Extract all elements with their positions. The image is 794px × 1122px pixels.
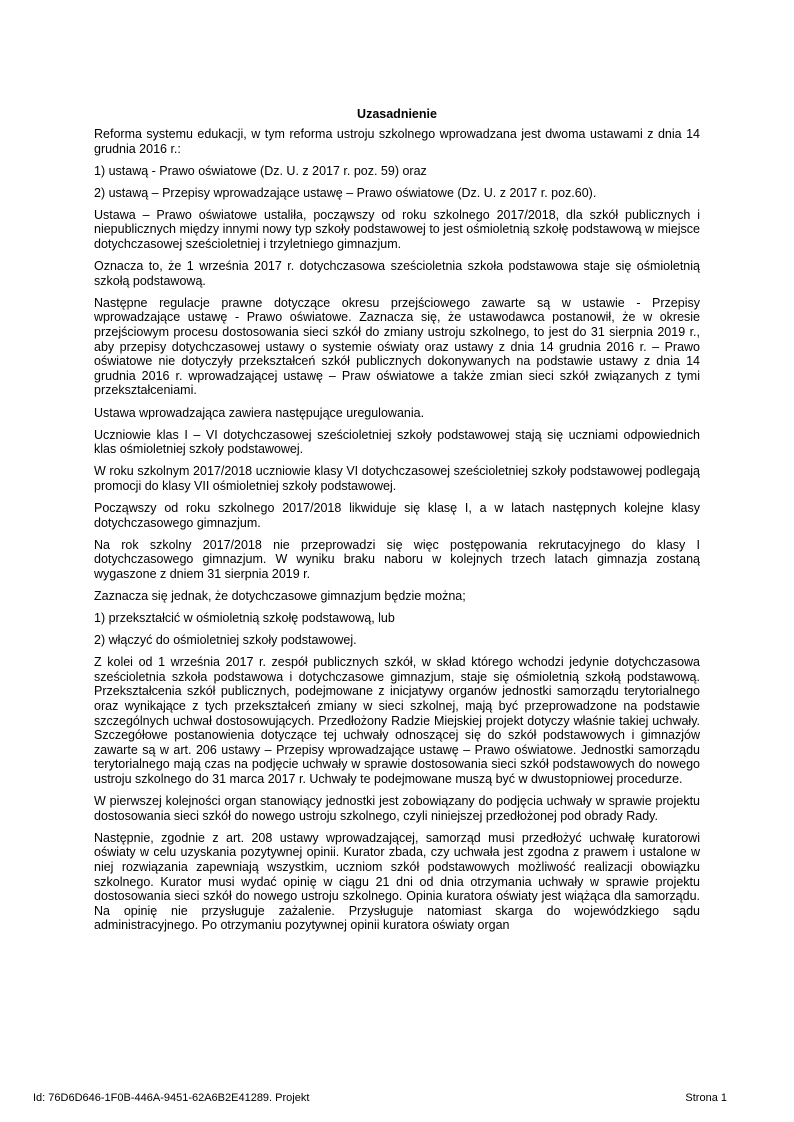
paragraph: 2) włączyć do ośmioletniej szkoły podstawowej. (94, 633, 357, 648)
paragraph: Oznacza to, że 1 września 2017 r. dotychczasowa sześcioletnia szkoła podstawowa staje się ośmioletnią szkołą podstawową. (94, 259, 700, 288)
paragraph: 2) ustawą – Przepisy wprowadzające ustawę – Prawo oświatowe (Dz. U. z 2017 r. poz.60). (94, 185, 597, 200)
paragraph: Z kolei od 1 września 2017 r. zespół publicznych szkół, w skład którego wchodzi jedynie dotychczasowa sześcioletnia szkoła podstawowa i dotychczasowe gimnazjum, staje się ośmioletnią szkołą podstawową. Przekształcenia szkół publicznych, podejmowane z inicjatywy organów jednostki samorządu terytorialnego oraz wynikające z tych przekształceń zmiany w sieci szkolnej, mają być przeprowadzone na podstawie szczególnych uchwał dostosowujących. Przedłożony Radzie Miejskiej projekt dotyczy właśnie takiej uchwały. Szczegółowe postanowienia dotyczące tej uchwały odnoszącej się do szkół podstawowych i gimnazjów zawarte są w art. 206 ustawy – Przepisy wprowadzające ustawę – Prawo oświatowe. Jednostki samorządu terytorialnego mają czas na podjęcie uchwały w sprawie dostosowania sieci szkół podstawowych do nowego ustroju szkolnego do 31 marca 2017 r. Uchwały te podejmowane muszą być w dwustopniowej procedurze. (94, 655, 700, 786)
paragraph: Na rok szkolny 2017/2018 nie przeprowadzi się więc postępowania rekrutacyjnego do klasy I dotychczasowego gimnazjum. W wyniku braku naboru w kolejnych trzech latach gimnazja zostaną wygaszone z dniem 31 sierpnia 2019 r. (94, 537, 700, 581)
paragraph: Zaznacza się jednak, że dotychczasowe gimnazjum będzie można; (94, 588, 466, 603)
paragraph: Reforma systemu edukacji, w tym reforma ustroju szkolnego wprowadzana jest dwoma ustawami z dnia 14 grudnia 2016 r.: (94, 127, 700, 156)
paragraph: 1) przekształcić w ośmioletnią szkołę podstawową, lub (94, 611, 395, 626)
paragraph: Uczniowie klas I – VI dotychczasowej sześcioletniej szkoły podstawowej stają się uczniami odpowiednich klas ośmioletniej szkoły podstawowej. (94, 427, 700, 457)
paragraph: Następne regulacje prawne dotyczące okresu przejściowego zawarte są w ustawie - Przepisy wprowadzające ustawę - Prawo oświatowe. Zaznacza się, że ustawodawca postanowił, że w okresie przejściowym procesu dostosowania sieci szkół do zmiany ustroju szkolnego, to jest do 31 sierpnia 2019 r., aby przepisy dotychczasowej ustawy o systemie oświaty oraz ustawy z dnia 14 grudnia 2016 r. – Prawo oświatowe nie dotyczyły przekształceń szkół publicznych dokonywanych na podstawie ustawy z dnia 14 grudnia 2016 r. wprowadzającej ustawę – Praw oświatowe a także zmian sieci szkół związanych z tymi przekształceniami. (94, 295, 700, 398)
document-id: Id: 76D6D646-1F0B-446A-9451-62A6B2E41289. Projekt (33, 1092, 310, 1104)
paragraph: Następnie, zgodnie z art. 208 ustawy wprowadzającej, samorząd musi przedłożyć uchwałę kuratorowi oświaty w celu uzyskania pozytywnej opinii. Kurator zbada, czy uchwała jest zgodna z prawem i ustalone w niej rozwiązania zapewniają wszystkim, uczniom szkół podstawowych możliwość realizacji obowiązku szkolnego. Kurator musi wydać opinię w ciągu 21 dni od dnia otrzymania uchwały w sprawie projektu dostosowania sieci szkół do nowego ustroju szkolnego. Opinia kuratora oświaty jest wiążąca dla samorządu. Na opinię nie przysługuje zażalenie. Przysługuje natomiast skarga do wojewódzkiego sądu administracyjnego. Po otrzymaniu pozytywnej opinii kuratora oświaty organ (94, 830, 700, 933)
page-footer (33, 1091, 727, 1105)
document-body (94, 106, 700, 940)
paragraph: Począwszy od roku szkolnego 2017/2018 likwiduje się klasę I, a w latach następnych kolejne klasy dotychczasowego gimnazjum. (94, 500, 700, 530)
paragraph: Ustawa – Prawo oświatowe ustaliła, począwszy od roku szkolnego 2017/2018, dla szkół publicznych i niepublicznych między innymi nowy typ szkoły podstawowej to jest ośmioletnią szkołę podstawową w miejsce dotychczasowej sześcioletniej i trzyletniego gimnazjum. (94, 207, 700, 252)
paragraph: Ustawa wprowadzająca zawiera następujące uregulowania. (94, 405, 425, 420)
paragraph: W roku szkolnym 2017/2018 uczniowie klasy VI dotychczasowej sześcioletniej szkoły podstawowej podlegają promocji do klasy VII ośmioletniej szkoły podstawowej. (94, 464, 700, 493)
page-number: Strona 1 (685, 1092, 727, 1104)
paragraph: W pierwszej kolejności organ stanowiący jednostki jest zobowiązany do podjęcia uchwały w sprawie projektu dostosowania sieci szkół do nowego ustroju szkolnego, czyli niniejszej przedłożonej pod obrady Rady. (94, 794, 700, 823)
document-title: Uzasadnienie (357, 107, 437, 121)
paragraph: 1) ustawą - Prawo oświatowe (Dz. U. z 2017 r. poz. 59) oraz (94, 163, 427, 178)
